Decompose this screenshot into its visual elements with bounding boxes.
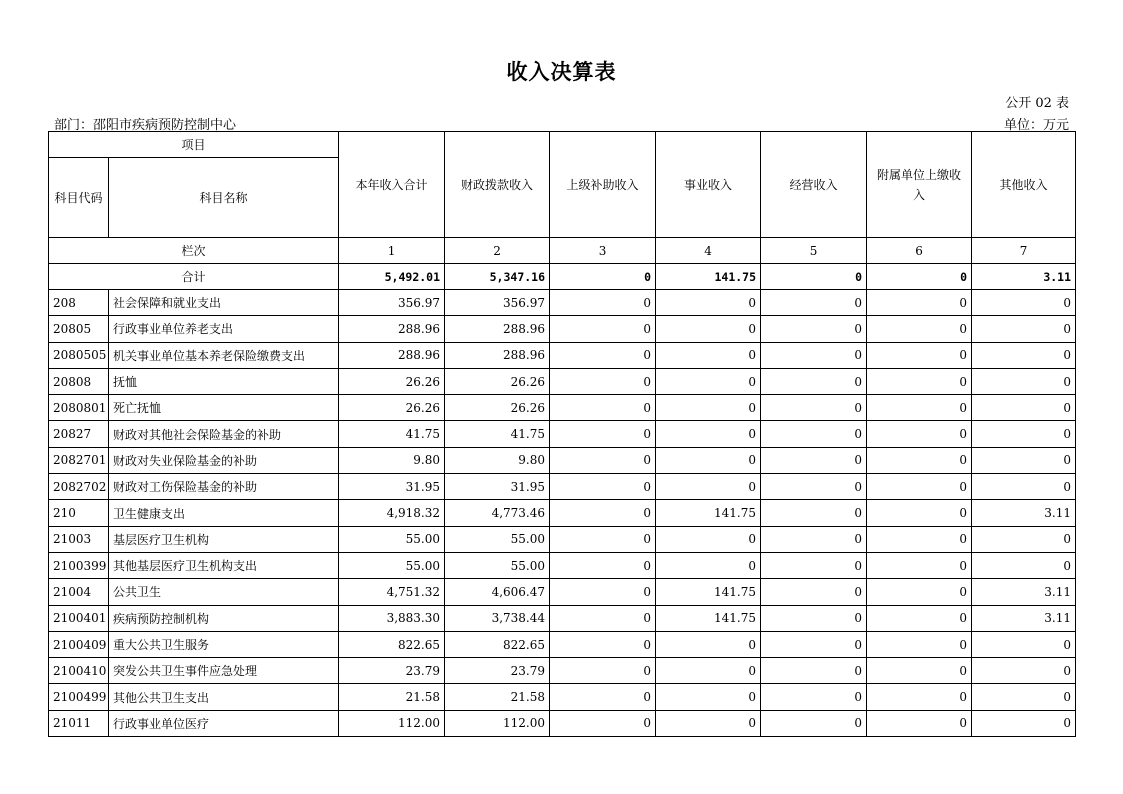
row-value: 0	[761, 316, 867, 342]
row-value: 55.00	[339, 526, 445, 552]
row-value: 0	[761, 342, 867, 368]
index-cell: 6	[867, 238, 972, 264]
row-value: 0	[867, 395, 972, 421]
row-code: 2080505	[49, 342, 109, 368]
row-value: 0	[972, 421, 1076, 447]
row-name: 社会保障和就业支出	[109, 290, 339, 316]
total-cell: 5,492.01	[339, 264, 445, 290]
row-value: 4,918.32	[339, 500, 445, 526]
row-value: 0	[656, 684, 761, 710]
row-value: 0	[761, 290, 867, 316]
total-cell: 0	[761, 264, 867, 290]
table-row	[49, 710, 1076, 736]
row-value: 0	[867, 290, 972, 316]
row-value: 0	[867, 474, 972, 500]
row-value: 0	[761, 368, 867, 394]
row-value: 0	[867, 658, 972, 684]
row-value: 0	[972, 658, 1076, 684]
row-value: 0	[656, 447, 761, 473]
row-value: 0	[550, 658, 656, 684]
header-project: 项目	[49, 132, 339, 158]
table-row	[49, 658, 1076, 684]
table-row	[49, 605, 1076, 631]
row-value: 4,773.46	[445, 500, 550, 526]
row-value: 141.75	[656, 605, 761, 631]
table-row	[49, 395, 1076, 421]
row-value: 112.00	[445, 710, 550, 736]
row-value: 21.58	[445, 684, 550, 710]
index-row	[49, 238, 1076, 264]
header-name: 科目名称	[109, 158, 339, 238]
row-value: 0	[867, 526, 972, 552]
row-code: 20805	[49, 316, 109, 342]
row-value: 0	[761, 658, 867, 684]
row-value: 356.97	[339, 290, 445, 316]
row-value: 0	[656, 526, 761, 552]
row-value: 0	[656, 631, 761, 657]
row-code: 208	[49, 290, 109, 316]
row-value: 0	[656, 290, 761, 316]
row-value: 0	[656, 368, 761, 394]
row-value: 0	[867, 447, 972, 473]
row-value: 0	[761, 710, 867, 736]
header-code: 科目代码	[49, 158, 109, 238]
row-value: 356.97	[445, 290, 550, 316]
row-value: 0	[972, 526, 1076, 552]
row-value: 55.00	[339, 552, 445, 578]
row-value: 0	[761, 631, 867, 657]
row-value: 0	[761, 395, 867, 421]
row-name: 行政事业单位养老支出	[109, 316, 339, 342]
row-value: 3.11	[972, 579, 1076, 605]
row-value: 288.96	[445, 342, 550, 368]
row-code: 21003	[49, 526, 109, 552]
row-code: 2080801	[49, 395, 109, 421]
row-value: 0	[867, 552, 972, 578]
row-code: 2100399	[49, 552, 109, 578]
header-col-1: 本年收入合计	[339, 132, 445, 238]
row-value: 0	[550, 368, 656, 394]
row-value: 26.26	[445, 368, 550, 394]
row-code: 20827	[49, 421, 109, 447]
row-value: 21.58	[339, 684, 445, 710]
row-value: 0	[550, 710, 656, 736]
row-value: 3,738.44	[445, 605, 550, 631]
header-col-5: 经营收入	[761, 132, 867, 238]
row-name: 重大公共卫生服务	[109, 631, 339, 657]
header-row-project	[49, 132, 1076, 158]
total-row	[49, 264, 1076, 290]
row-value: 0	[656, 395, 761, 421]
row-name: 其他公共卫生支出	[109, 684, 339, 710]
row-value: 23.79	[339, 658, 445, 684]
row-value: 0	[550, 290, 656, 316]
row-value: 0	[972, 552, 1076, 578]
row-value: 4,751.32	[339, 579, 445, 605]
total-cell: 3.11	[972, 264, 1076, 290]
row-name: 基层医疗卫生机构	[109, 526, 339, 552]
row-value: 822.65	[445, 631, 550, 657]
row-value: 0	[550, 474, 656, 500]
row-value: 288.96	[339, 316, 445, 342]
row-value: 0	[867, 500, 972, 526]
index-cell: 4	[656, 238, 761, 264]
row-value: 0	[656, 342, 761, 368]
row-value: 0	[761, 447, 867, 473]
row-name: 疾病预防控制机构	[109, 605, 339, 631]
row-value: 0	[972, 290, 1076, 316]
row-value: 0	[550, 526, 656, 552]
row-value: 112.00	[339, 710, 445, 736]
row-value: 0	[867, 316, 972, 342]
row-value: 4,606.47	[445, 579, 550, 605]
row-value: 288.96	[339, 342, 445, 368]
row-value: 41.75	[445, 421, 550, 447]
row-value: 141.75	[656, 579, 761, 605]
row-value: 0	[867, 342, 972, 368]
header-col-2: 财政拨款收入	[445, 132, 550, 238]
row-value: 55.00	[445, 552, 550, 578]
row-value: 23.79	[445, 658, 550, 684]
row-value: 0	[761, 474, 867, 500]
department-label: 部门：邵阳市疾病预防控制中心	[54, 118, 237, 133]
total-cell: 0	[550, 264, 656, 290]
table-row	[49, 316, 1076, 342]
row-value: 0	[867, 421, 972, 447]
index-cell: 3	[550, 238, 656, 264]
row-name: 财政对失业保险基金的补助	[109, 447, 339, 473]
row-value: 3.11	[972, 500, 1076, 526]
table-row	[49, 447, 1076, 473]
row-name: 抚恤	[109, 368, 339, 394]
total-cell: 5,347.16	[445, 264, 550, 290]
row-value: 0	[972, 474, 1076, 500]
row-value: 822.65	[339, 631, 445, 657]
table-row	[49, 474, 1076, 500]
row-value: 0	[761, 579, 867, 605]
row-value: 26.26	[445, 395, 550, 421]
row-value: 0	[550, 579, 656, 605]
row-value: 0	[550, 684, 656, 710]
row-value: 0	[550, 552, 656, 578]
index-label: 栏次	[49, 238, 339, 264]
row-value: 0	[550, 447, 656, 473]
row-name: 机关事业单位基本养老保险缴费支出	[109, 342, 339, 368]
row-value: 9.80	[445, 447, 550, 473]
row-code: 2100410	[49, 658, 109, 684]
row-value: 0	[550, 605, 656, 631]
row-value: 0	[972, 684, 1076, 710]
row-value: 0	[867, 579, 972, 605]
row-code: 210	[49, 500, 109, 526]
page-title: 收入决算表	[506, 60, 617, 84]
row-value: 0	[761, 421, 867, 447]
header-col-3: 上级补助收入	[550, 132, 656, 238]
row-value: 0	[972, 395, 1076, 421]
row-value: 0	[867, 684, 972, 710]
row-value: 141.75	[656, 500, 761, 526]
header-col-6: 附属单位上缴收入	[867, 132, 972, 238]
form-number: 公开 02 表	[1005, 96, 1069, 111]
row-value: 31.95	[339, 474, 445, 500]
row-value: 0	[656, 658, 761, 684]
index-cell: 7	[972, 238, 1076, 264]
row-value: 0	[550, 342, 656, 368]
row-code: 2082701	[49, 447, 109, 473]
row-code: 2100409	[49, 631, 109, 657]
row-value: 3,883.30	[339, 605, 445, 631]
row-value: 0	[550, 421, 656, 447]
row-value: 0	[867, 631, 972, 657]
row-name: 财政对工伤保险基金的补助	[109, 474, 339, 500]
row-value: 0	[550, 500, 656, 526]
row-code: 2100401	[49, 605, 109, 631]
row-value: 26.26	[339, 395, 445, 421]
table-body	[49, 132, 1076, 737]
row-name: 卫生健康支出	[109, 500, 339, 526]
row-code: 2100499	[49, 684, 109, 710]
row-value: 288.96	[445, 316, 550, 342]
row-value: 0	[656, 421, 761, 447]
unit-label: 单位：万元	[1003, 118, 1069, 133]
row-value: 0	[972, 631, 1076, 657]
table-row	[49, 421, 1076, 447]
table-row	[49, 684, 1076, 710]
row-code: 21011	[49, 710, 109, 736]
row-value: 0	[867, 710, 972, 736]
row-code: 20808	[49, 368, 109, 394]
total-cell: 141.75	[656, 264, 761, 290]
row-value: 0	[656, 316, 761, 342]
row-value: 0	[972, 447, 1076, 473]
row-name: 公共卫生	[109, 579, 339, 605]
row-value: 3.11	[972, 605, 1076, 631]
index-cell: 1	[339, 238, 445, 264]
row-value: 0	[761, 500, 867, 526]
table-row	[49, 342, 1076, 368]
row-name: 财政对其他社会保险基金的补助	[109, 421, 339, 447]
table-row	[49, 631, 1076, 657]
row-value: 0	[867, 605, 972, 631]
header-col-7: 其他收入	[972, 132, 1076, 238]
row-value: 0	[656, 474, 761, 500]
row-value: 0	[761, 684, 867, 710]
income-table	[48, 131, 1076, 737]
row-value: 0	[550, 395, 656, 421]
row-value: 0	[761, 605, 867, 631]
row-value: 41.75	[339, 421, 445, 447]
row-value: 0	[761, 526, 867, 552]
row-value: 0	[656, 710, 761, 736]
table-row	[49, 526, 1076, 552]
row-value: 9.80	[339, 447, 445, 473]
row-value: 0	[972, 368, 1076, 394]
row-code: 2082702	[49, 474, 109, 500]
row-value: 26.26	[339, 368, 445, 394]
row-name: 其他基层医疗卫生机构支出	[109, 552, 339, 578]
table-row	[49, 500, 1076, 526]
table-row	[49, 552, 1076, 578]
row-value: 0	[972, 342, 1076, 368]
table-row	[49, 290, 1076, 316]
row-value: 0	[550, 316, 656, 342]
header-col-4: 事业收入	[656, 132, 761, 238]
row-value: 0	[761, 552, 867, 578]
row-value: 0	[972, 710, 1076, 736]
row-value: 55.00	[445, 526, 550, 552]
row-value: 0	[550, 631, 656, 657]
row-name: 行政事业单位医疗	[109, 710, 339, 736]
row-code: 21004	[49, 579, 109, 605]
row-value: 31.95	[445, 474, 550, 500]
table-row	[49, 579, 1076, 605]
table-row	[49, 368, 1076, 394]
index-cell: 5	[761, 238, 867, 264]
row-name: 突发公共卫生事件应急处理	[109, 658, 339, 684]
row-value: 0	[972, 316, 1076, 342]
row-name: 死亡抚恤	[109, 395, 339, 421]
total-cell: 0	[867, 264, 972, 290]
total-label: 合计	[49, 264, 339, 290]
index-cell: 2	[445, 238, 550, 264]
row-value: 0	[867, 368, 972, 394]
row-value: 0	[656, 552, 761, 578]
